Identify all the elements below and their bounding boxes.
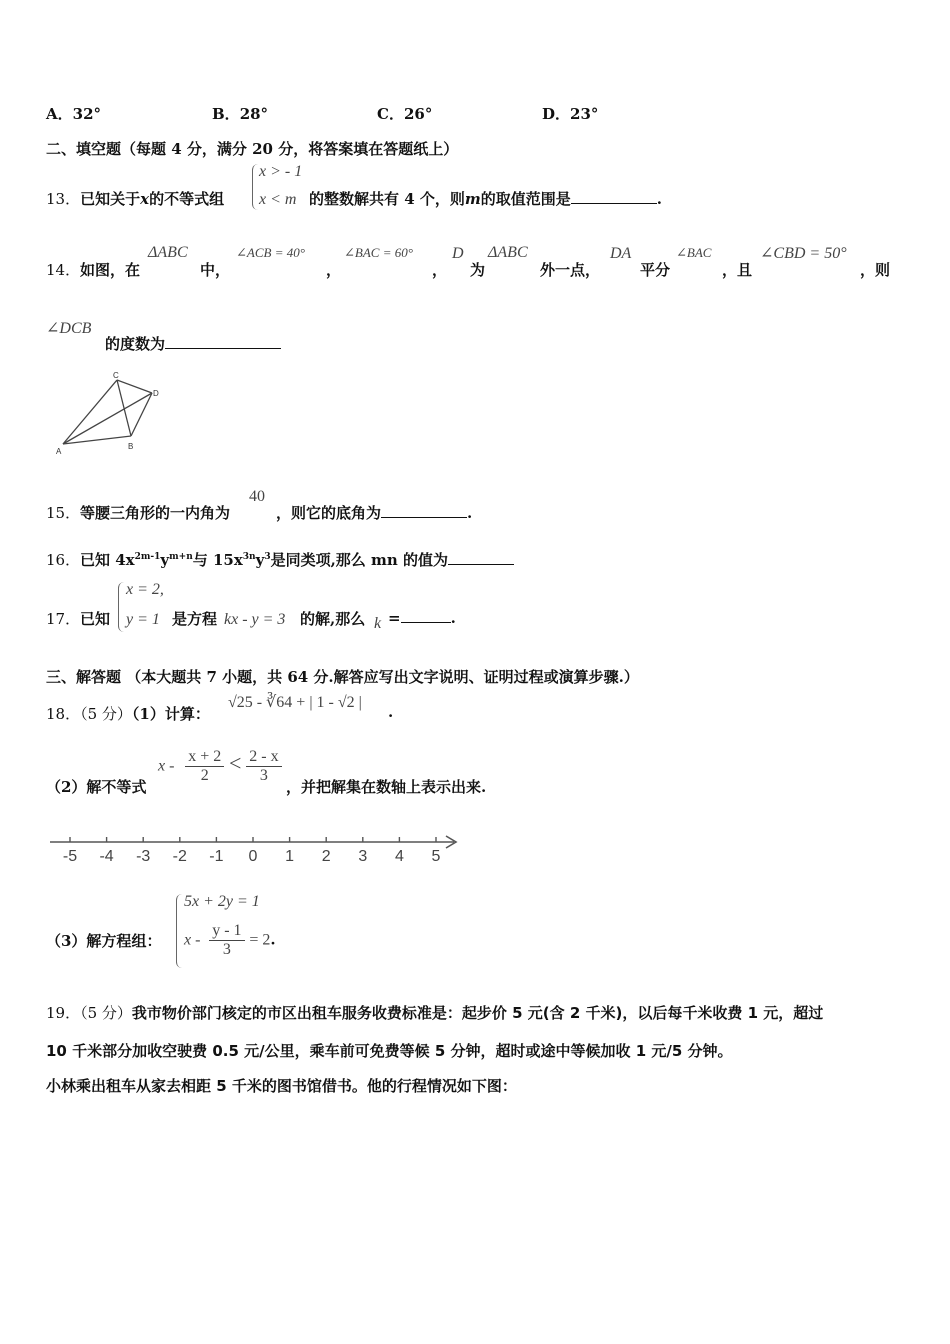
edge-ab <box>63 436 131 444</box>
option-d: D．23° <box>542 105 599 123</box>
axis-tick-label: 4 <box>394 848 404 865</box>
q14-t5: 为 <box>470 261 486 279</box>
q13-system-line2: x < m <box>259 191 297 208</box>
q14-m3: ∠BAC = 60° <box>344 245 413 260</box>
frac-1: $\frac{x + 2}{2}$ <box>185 748 224 785</box>
q15-num: 15． <box>46 504 81 522</box>
label-b: B <box>128 442 134 451</box>
q17-t3: 的解,那么 <box>300 610 366 628</box>
axis-tick-label: -3 <box>136 848 151 865</box>
axis-tick-label: 0 <box>248 848 258 865</box>
label-d: D <box>153 389 159 398</box>
q18-inequality: x - $\frac{x + 2}{2}$ < $\frac{2 - x}{3}$ <box>158 748 282 785</box>
q15-answer-blank[interactable] <box>381 503 467 518</box>
q18-expr-dot: . <box>388 703 394 721</box>
q14-m7: ∠BAC <box>676 245 712 260</box>
q16-num: 16． <box>46 551 81 569</box>
q18-sys1: 5x + 2y = 1 <box>184 893 260 910</box>
q14-t10: 的度数为 <box>105 333 281 354</box>
q13-brace <box>252 164 259 210</box>
q17-answer-blank[interactable] <box>401 608 451 623</box>
q14-answer-blank[interactable] <box>165 334 281 349</box>
q17-t1: 已知 <box>80 610 111 628</box>
q14-m1: ΔABC <box>148 244 188 261</box>
q13-text: 13．已知关于x的不等式组 <box>46 190 225 208</box>
q17-t2: 是方程 <box>172 610 218 628</box>
q14-t8: ，且 <box>722 261 753 279</box>
frac-3: $\frac{y - 1}{3}$ <box>209 922 244 959</box>
q14-t9: ，则 <box>860 261 891 279</box>
axis-tick-label: -1 <box>209 848 224 865</box>
edge-ad <box>63 393 152 444</box>
axis-tick-label: 3 <box>358 848 368 865</box>
option-c: C．26° <box>377 105 433 123</box>
q17-num: 17． <box>46 610 81 628</box>
number-line <box>46 830 462 868</box>
label-a: A <box>56 447 62 456</box>
axis-tick-label: -2 <box>172 848 187 865</box>
q14-figure <box>52 370 168 458</box>
axis-tick-label: 2 <box>321 848 331 865</box>
frac-2: $\frac{2 - x}{3}$ <box>246 748 281 785</box>
q14-num: 14． <box>46 261 81 279</box>
q14-t2: 中， <box>200 261 231 279</box>
q19-line2: 10 千米部分加收空驶费 0.5 元/公里，乘车前可免费等候 5 分钟，超时或途中等候加收 1 元/5 分钟。 <box>46 1042 733 1060</box>
q17-t4: = . <box>388 609 456 627</box>
q14-t6: 外一点， <box>540 261 601 279</box>
q18-p2b: ，并把解集在数轴上表示出来. <box>286 778 487 796</box>
q17-brace <box>118 582 125 632</box>
q18-p3: （3）解方程组： <box>46 932 162 950</box>
q17-sys2: y = 1 <box>126 611 160 628</box>
q19-line3: 小林乘出租车从家去相距 5 千米的图书馆借书。他的行程情况如下图： <box>46 1077 517 1095</box>
q18-sys-brace <box>176 894 183 968</box>
q15-t1: 等腰三角形的一内角为 <box>80 504 231 522</box>
axis-tick-label: 5 <box>431 848 441 865</box>
q14-t3: ， <box>326 261 342 279</box>
q14-m8: ∠CBD = 50° <box>760 245 847 262</box>
q18-head: 18．（5 分）（1）计算： <box>46 705 210 723</box>
label-c: C <box>113 371 119 380</box>
q13-text-post: 的整数解共有 4 个，则m的取值范围是 . <box>309 190 663 208</box>
q14-m6: DA <box>610 245 632 262</box>
q14-t1: 如图，在 <box>80 261 141 279</box>
edge-cb <box>117 380 131 436</box>
edge-cd <box>117 380 152 393</box>
q18-p2: （2）解不等式 <box>46 778 147 796</box>
option-b: B．28° <box>212 105 269 123</box>
axis-tick-label: 1 <box>285 848 295 865</box>
q14-m9: ∠DCB <box>46 320 92 337</box>
q16-text: 已知 $4x^{2m-1}y^{m+n}$与 $15x^{3n}y^3$是同类项,那么 mn 的值为 <box>80 549 514 570</box>
axis-tick-label: -4 <box>99 848 114 865</box>
q19-line1: 19．（5 分）我市物价部门核定的市区出租车服务收费标准是：起步价 5 元(含 2 千米)，以后每千米收费 1 元，超过 <box>46 1004 824 1022</box>
q14-m5: ΔABC <box>488 244 528 261</box>
q15-m1: 40 <box>249 488 265 505</box>
q13-answer-blank[interactable] <box>571 189 657 204</box>
q14-t7: 平分 <box>640 261 671 279</box>
section-3-title: 三、解答题 （本大题共 7 小题，共 64 分.解答应写出文字说明、证明过程或演算步骤.） <box>46 668 639 686</box>
q17-sys1: x = 2, <box>126 581 164 598</box>
edge-ac <box>63 380 117 444</box>
q16-answer-blank[interactable] <box>448 550 514 565</box>
q14-t4: ， <box>432 261 448 279</box>
q17-var: k <box>374 615 382 632</box>
q13-system-line1: x > - 1 <box>259 163 303 180</box>
q18-expr: √25 - ∛64 + | 1 - √2 | <box>228 694 362 711</box>
q14-m4: D <box>452 245 464 262</box>
q15-t2: ，则它的底角为 . <box>276 504 473 522</box>
q14-m2: ∠ACB = 40° <box>236 245 305 260</box>
q18-sys2: x - $\frac{y - 1}{3}$ = 2. <box>184 922 276 958</box>
section-2-title: 二、填空题（每题 4 分，满分 20 分，将答案填在答题纸上） <box>46 140 459 158</box>
q17-eq: kx - y = 3 <box>224 611 286 628</box>
option-a: A．32° <box>46 105 102 123</box>
axis-tick-label: -5 <box>62 848 78 865</box>
